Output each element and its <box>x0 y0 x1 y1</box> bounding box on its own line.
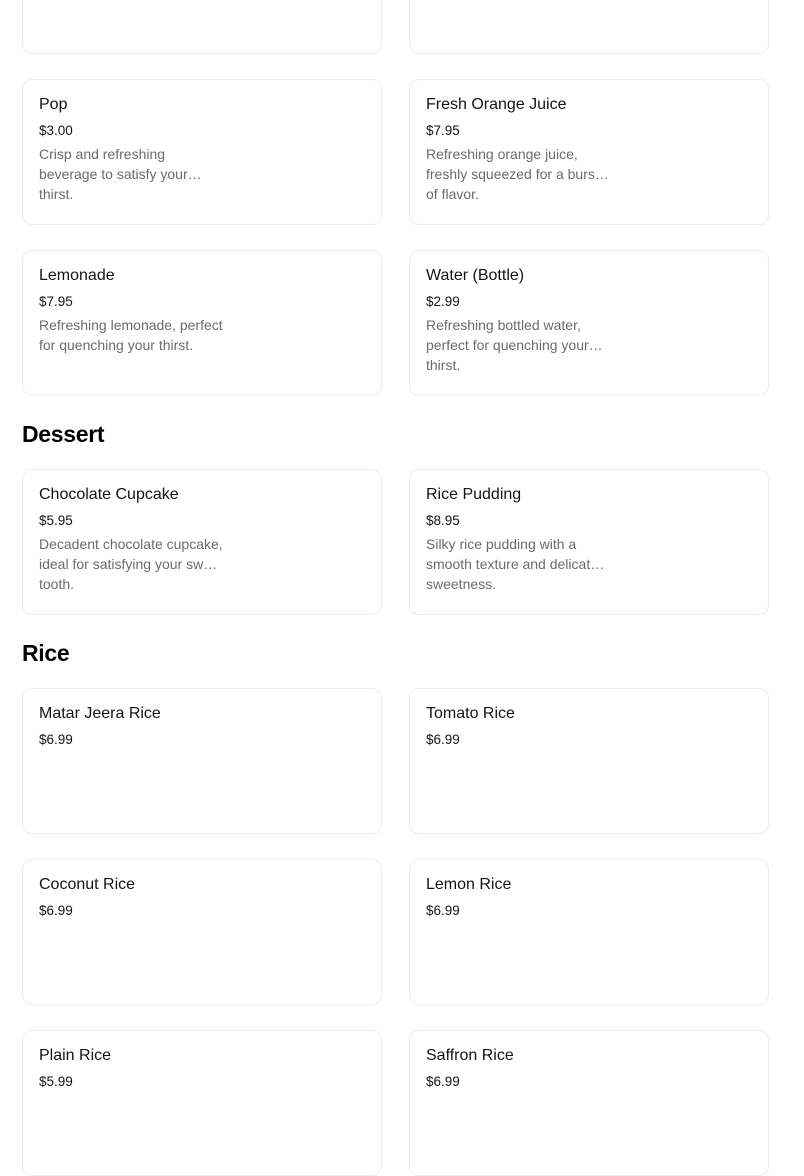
item-description: Refreshing lemonade, perfect for quenching your thirst. <box>39 317 223 353</box>
item-description: Crisp and refreshing beverage to satisfy your thirst. <box>39 146 188 202</box>
item-price: $7.95 <box>426 123 460 138</box>
item-name: Tomato Rice <box>426 705 515 722</box>
item-price: $5.95 <box>39 513 73 528</box>
item-name: Fresh Orange Juice <box>426 96 567 113</box>
item-price: $6.99 <box>426 1074 460 1089</box>
menu-item-card[interactable] <box>409 250 769 396</box>
section-title-dessert: Dessert <box>22 421 105 447</box>
menu-item-card[interactable] <box>409 859 769 1005</box>
item-price: $2.99 <box>426 294 460 309</box>
item-name: Lemonade <box>39 267 115 284</box>
item-price: $3.00 <box>39 123 73 138</box>
item-name: Water (Bottle) <box>426 267 525 284</box>
menu-item-card[interactable] <box>22 250 382 396</box>
menu-item-card[interactable] <box>409 1030 769 1176</box>
item-description: Silky rice pudding with a smooth texture and delicate sweetness. <box>426 536 598 592</box>
item-name: Saffron Rice <box>426 1047 514 1064</box>
menu-item-card[interactable] <box>22 859 382 1005</box>
section-title-rice: Rice <box>22 640 70 666</box>
item-name: Rice Pudding <box>426 486 522 503</box>
menu-item-card[interactable] <box>409 469 769 615</box>
menu-item-card[interactable] <box>409 688 769 834</box>
item-price: $5.99 <box>39 1074 73 1089</box>
menu-item-card[interactable] <box>22 688 382 834</box>
item-description: Refreshing bottled water, perfect for quenching your thirst. <box>426 317 589 373</box>
item-price: $6.99 <box>426 732 460 747</box>
item-name: Matar Jeera Rice <box>39 705 161 722</box>
item-price: $8.95 <box>426 513 460 528</box>
item-name: Lemon Rice <box>426 876 512 893</box>
item-price: $6.99 <box>426 903 460 918</box>
menu-item-card[interactable] <box>409 0 769 54</box>
menu-item-card[interactable] <box>409 79 769 225</box>
item-description: Decadent chocolate cupcake, ideal for satisfying your sweet tooth. <box>39 536 223 592</box>
item-price: $7.95 <box>39 294 73 309</box>
menu-item-card[interactable] <box>22 469 382 615</box>
item-price: $6.99 <box>39 903 73 918</box>
menu-item-card[interactable] <box>22 0 382 54</box>
item-name: Pop <box>39 96 68 113</box>
item-name: Plain Rice <box>39 1047 112 1064</box>
item-name: Chocolate Cupcake <box>39 486 179 503</box>
item-price: $6.99 <box>39 732 73 747</box>
menu-item-card[interactable] <box>22 79 382 225</box>
menu-item-card[interactable] <box>22 1030 382 1176</box>
item-description: Refreshing orange juice, freshly squeezed for a burst of flavor. <box>426 146 599 202</box>
item-name: Coconut Rice <box>39 876 136 893</box>
